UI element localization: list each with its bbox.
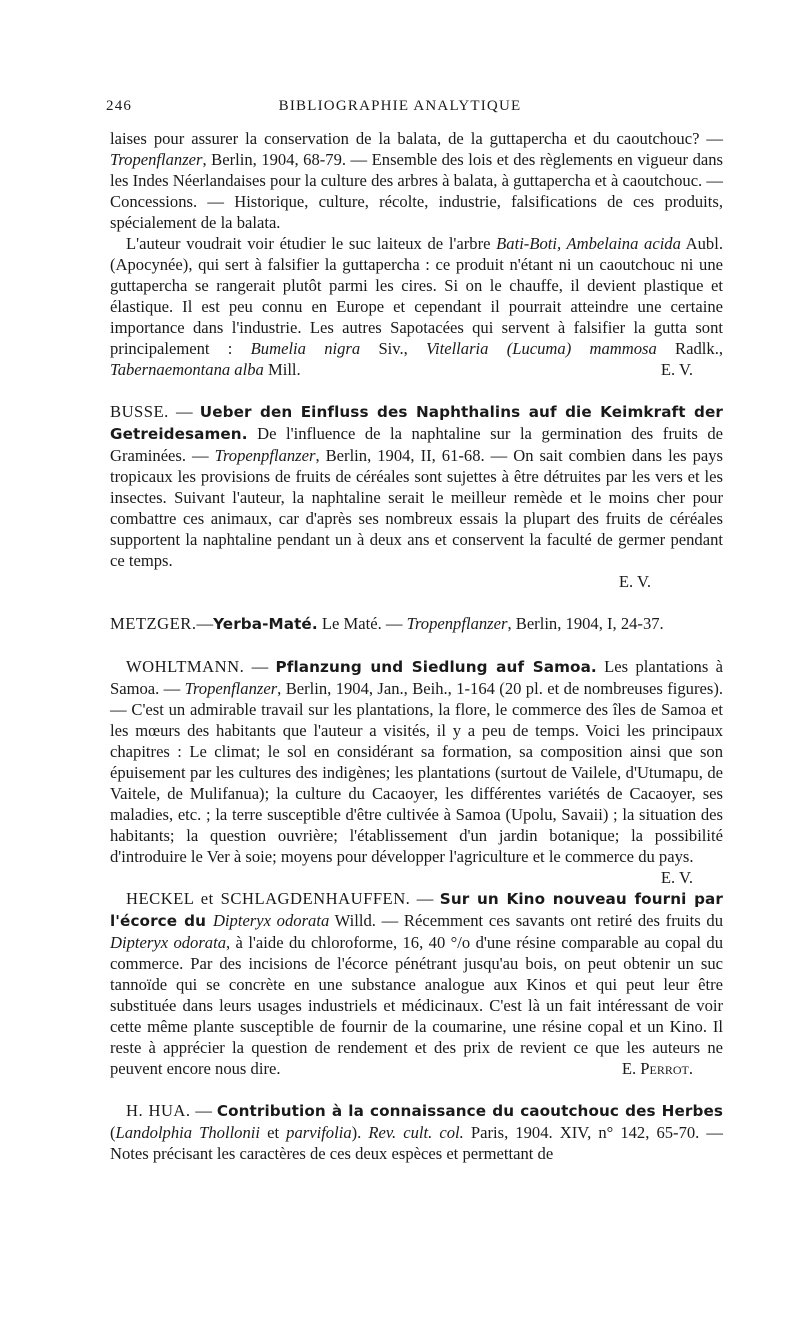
entry-text: BUSSE. — Ueber den Einfluss des Naphthalins auf die Keimkraft der Getreidesamen. De l'influence de la naphtaline sur la germination des fruits de Graminées. — Tropenpflanzer, Berlin, 1904, II, 61-68. — On sait combien dans les pays tropicaux les provisions de fruits de céréales sont sujettes à être détruites par les vers et les insectes. Suivant l'auteur, la naphtaline serait le meilleur remède et le moins cher pour combattre ces animaux, car d'après ses nombreux essais la plupart des fruits de céréales supportent la naphtaline pendant un à deux ans et conservent la faculté de germer pendant ce temps. — [110, 402, 724, 570]
entry-text: HECKEL et SCHLAGDENHAUFFEN. — Sur un Kino nouveau fourni par l'écorce du Dipteryx odorata Willd. — Récemment ces savants ont retiré des fruits du Dipteryx odorata, à l'aide du chloroforme, 16, 40 °/o d'une résine comparable au copal du commerce. Par des incisions de l'écorce pénétrant jusqu'au bois, on peut obtenir un suc tannoïde qui se concrète en une substance analogue aux Kinos et qui peut leur être substituée dans leurs usages industriels et médicinaux. C'est là un fait intéressant de voir cette même plante susceptible de fournir de la coumarine, une résine copal et un Kino. Il reste à apprécier la question de rendement et des prix de revient ce que les auteurs ne peuvent encore nous dire. E. Perrot. — [110, 889, 724, 1078]
entry-busse — [110, 401, 723, 592]
article-title: Pflanzung und Siedlung auf Samoa. — [275, 658, 597, 676]
reviewer-signature: E. V. — [660, 360, 693, 379]
journal-name: Tropenpflanzer — [214, 446, 316, 465]
species-name: Bumelia nigra — [250, 339, 361, 358]
reviewer-signature: E. V. — [618, 572, 651, 591]
species-name: Bati-Boti, Ambelaina acida — [496, 234, 681, 253]
species-name: Dipteryx odorata — [212, 911, 330, 930]
species-name: Dipteryx odorata — [110, 933, 227, 952]
entry-metzger: METZGER.—Yerba-Maté. Le Maté. — Tropenpflanzer, Berlin, 1904, I, 24-37. — [110, 614, 664, 633]
author-name: METZGER. — [110, 614, 197, 633]
journal-name: Tropenflanzer — [184, 679, 278, 698]
running-head: BIBLIOGRAPHIE ANALYTIQUE — [278, 98, 522, 114]
article-title: Contribution à la connaissance du caoutchouc des Herbes — [216, 1102, 723, 1120]
page-header — [0, 98, 800, 120]
article-title: Yerba-Maté. — [213, 615, 318, 633]
article-title: Ueber den Einfluss des Naphthalins auf die Keimkraft der Getreidesamen. — [110, 403, 724, 443]
species-name: Tabernaemontana alba — [110, 360, 264, 379]
reviewer-signature: E. V. — [660, 868, 693, 887]
species-name: Vitellaria (Lucuma) mammosa — [426, 339, 657, 358]
page-number: 246 — [106, 98, 133, 114]
journal-name: Tropenflanzer — [110, 150, 203, 169]
continuation-paragraph-1: laises pour assurer la conservation de la balata, de la guttapercha et du caoutchouc? — Tropenflanzer, Berlin, 1904, 68-79. — Ensemble des lois et des règlements en vigueur dans les Indes Néerlandaises pour la culture des arbres à balata, à guttapercha et à caoutchouc. — Concessions. — Historique, culture, récolte, industrie, falsifications de ces produits, spécialement de la balata. — [110, 129, 723, 232]
author-name: H. HUA. — [126, 1101, 191, 1120]
article-title: Sur un Kino nouveau fourni par l'écorce du — [110, 890, 723, 930]
journal-name: Rev. cult. col. — [368, 1123, 464, 1142]
species-name: parvifolia — [286, 1123, 352, 1142]
continuation-paragraph-2: L'auteur voudrait voir étudier le suc laiteux de l'arbre Bati-Boti, Ambelaina acida Aubl. (Apocynée), qui sert à falsifier la guttapercha : ce produit n'étant ni un caoutchouc ni une guttapercha se rangerait plutôt parmi les cires. Si on le chauffe, il devient plastique et élastique. Il est peu connu en Europe et cependant il pourrait atteindre une certaine importance dans l'industrie. Les autres Sapotacées qui servent à falsifier la gutta sont principalement : Bumelia nigra Siv., Vitellaria (Lucuma) mammosa Radlk., Tabernaemontana alba Mill. E. V. — [110, 234, 723, 379]
entry-hua — [110, 1100, 723, 1164]
body-text — [110, 128, 723, 1164]
entry-wohltmann — [110, 656, 724, 887]
species-name: Landolphia Thollonii — [115, 1123, 261, 1142]
entry-heckel — [110, 888, 723, 1079]
reviewer-signature: E. Perrot. — [621, 1059, 693, 1078]
entry-text: H. HUA. — Contribution à la connaissance du caoutchouc des Herbes (Landolphia Thollonii et parvifolia). Rev. cult. col. Paris, 1904. XIV, n° 142, 65-70. — Notes précisant les caractères de ces deux espèces et permettant de — [110, 1101, 723, 1163]
author-name: WOHLTMANN. — [126, 657, 245, 676]
journal-name: Tropenpflanzer — [406, 614, 508, 633]
author-name: HECKEL et SCHLAGDENHAUFFEN. — [126, 889, 411, 908]
entry-text: WOHLTMANN. — Pflanzung und Siedlung auf Samoa. Les plantations à Samoa. — Tropenflanzer, Berlin, 1904, Jan., Beih., 1-164 (20 pl. et de nombreuses figures). — C'est un admirable travail sur les plantations, la flore, le commerce des îles de Samoa et les mœurs des habitants que l'auteur a visités, il y a peu de temps. Voici les principaux chapitres : Le climat; le sol en considérant sa formation, sa composition ainsi que son épuisement par les cultures des indigènes; les plantations (surtout de Vailele, d'Utumapu, de Vaitele, de Mulifanua); la culture du Cacaoyer, les différentes variétés de Cacaoyer, ses maladies, etc. ; la terre susceptible d'être cultivée à Samoa (Upolu, Savaii) ; la situation des habitants; la question ouvrière; l'établissement d'un jardin botanique; la possibilité d'introduire le Ver à soie; moyens pour développer l'agriculture et le commerce du pays. E. V. — [110, 657, 724, 887]
author-name: BUSSE. — [110, 402, 169, 421]
